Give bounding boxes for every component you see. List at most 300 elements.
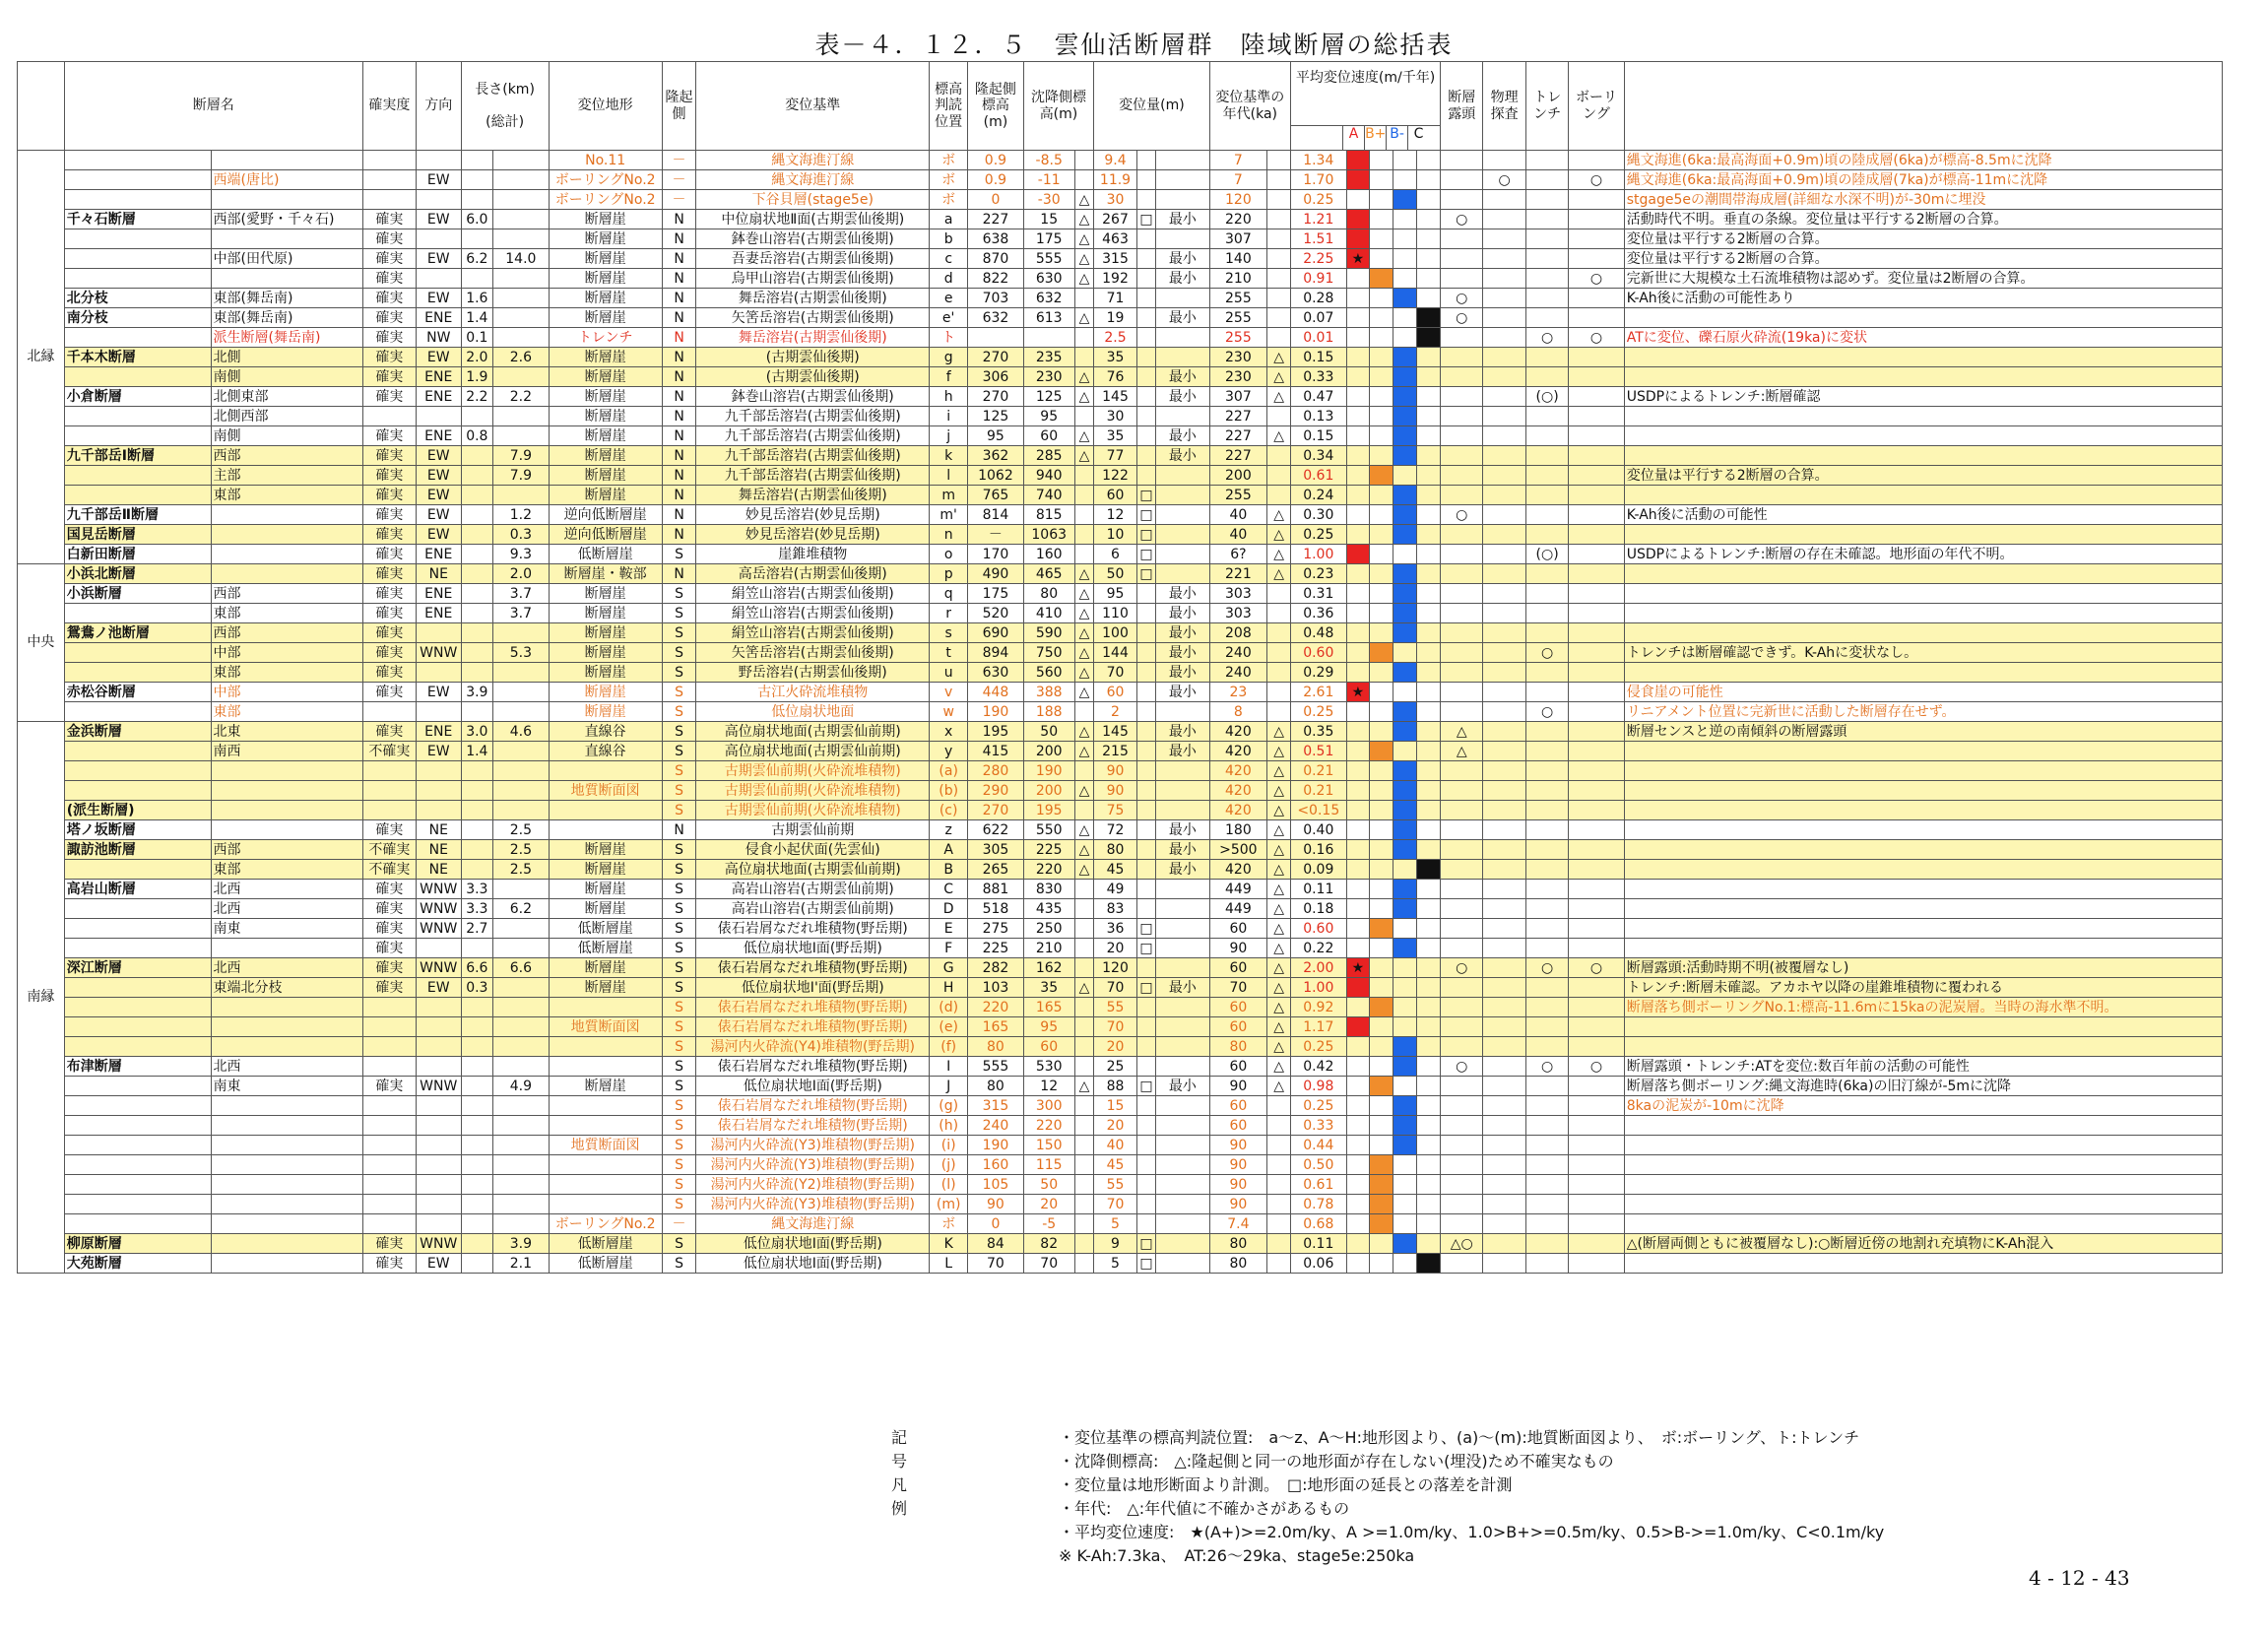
age: 227 [1209,426,1267,446]
age: 449 [1209,899,1267,919]
square-mark [1136,446,1156,466]
rate-cell-c [1417,1155,1441,1175]
uplift-side: N [662,564,696,584]
square-mark [1136,466,1156,486]
displacement: 145 [1094,387,1136,407]
minimum-mark [1156,1175,1209,1195]
rate-cell-bplus [1370,564,1393,584]
rate-cell-a [1346,1155,1370,1175]
survey-trench [1525,840,1568,860]
rate-cell-c [1417,840,1441,860]
displacement: 100 [1094,623,1136,643]
reference-surface: 鉢巻山溶岩(古期雲仙後期) [696,387,930,407]
uplift-elevation: 80 [968,1037,1023,1057]
reading-position: ト [930,328,968,348]
fault-name [64,1116,211,1136]
age: 60 [1209,1057,1267,1077]
survey-outcrop [1441,1116,1483,1136]
length [461,1214,493,1234]
table-row [18,919,2223,939]
uncertain-mark: △ [1074,840,1094,860]
total-length: 7.9 [493,446,549,466]
rate-cell-bminus [1393,801,1417,820]
table-row [18,1175,2223,1195]
certainty [362,190,416,210]
rate-cell-bminus [1393,1254,1417,1274]
table-row [18,702,2223,722]
rate-cell-a [1346,1254,1370,1274]
rate-cell-a [1346,1037,1370,1057]
rate-cell-c [1417,308,1441,328]
rate-cell-a [1346,210,1370,229]
displacement: 49 [1094,880,1136,899]
landform [549,801,662,820]
survey-trench [1525,367,1568,387]
age-uncertain-mark [1267,170,1291,190]
survey-geophysics [1483,939,1525,958]
certainty [362,998,416,1017]
minimum-mark: 最小 [1156,210,1209,229]
region-label: 北縁 [18,151,65,564]
survey-boring [1569,761,1624,781]
rate-cell-c [1417,1116,1441,1136]
survey-geophysics [1483,1214,1525,1234]
rate-cell-bplus [1370,505,1393,525]
rate-cell-bminus [1393,604,1417,623]
down-elevation: 250 [1023,919,1074,939]
survey-outcrop [1441,190,1483,210]
uplift-elevation: 103 [968,978,1023,998]
reference-surface: 湯河内火砕流(Y3)堆積物(野岳期) [696,1136,930,1155]
uncertain-mark: △ [1074,1077,1094,1096]
rate-cell-bplus [1370,623,1393,643]
reference-surface: 高位扇状地面(古期雲仙前期) [696,722,930,742]
fault-summary-table [17,61,2223,1274]
direction [416,1136,461,1155]
rate-cell-a [1346,1077,1370,1096]
square-mark [1136,269,1156,289]
survey-trench [1525,1234,1568,1254]
rate-cell-bplus [1370,761,1393,781]
fault-name: 小浜北断層 [64,564,211,584]
down-elevation: 285 [1023,446,1074,466]
survey-outcrop [1441,545,1483,564]
landform [549,1155,662,1175]
direction: EW [416,170,461,190]
rate-cell-bminus [1393,229,1417,249]
rate-cell-bplus [1370,998,1393,1017]
uplift-elevation: 105 [968,1175,1023,1195]
fault-name: 白新田断層 [64,545,211,564]
square-mark [1136,880,1156,899]
square-mark [1136,781,1156,801]
length: 3.3 [461,880,493,899]
rate-cell-a [1346,308,1370,328]
minimum-mark: 最小 [1156,683,1209,702]
square-mark [1136,1116,1156,1136]
uncertain-mark [1074,1234,1094,1254]
remarks [1624,525,2222,545]
age: 60 [1209,1096,1267,1116]
certainty: 確実 [362,584,416,604]
displacement: 122 [1094,466,1136,486]
uplift-side: N [662,328,696,348]
segment-name [211,761,362,781]
uplift-side: S [662,683,696,702]
survey-outcrop [1441,348,1483,367]
landform [549,820,662,840]
square-mark [1136,899,1156,919]
segment-name [211,1195,362,1214]
square-mark [1136,289,1156,308]
displacement: 30 [1094,407,1136,426]
segment-name [211,1136,362,1155]
reading-position: F [930,939,968,958]
total-length [493,919,549,939]
rate-cell-a [1346,801,1370,820]
survey-boring: ○ [1569,170,1624,190]
survey-geophysics [1483,486,1525,505]
minimum-mark [1156,939,1209,958]
displacement: 35 [1094,426,1136,446]
segment-name: 東部 [211,663,362,683]
square-mark [1136,584,1156,604]
survey-trench [1525,781,1568,801]
minimum-mark: 最小 [1156,978,1209,998]
square-mark [1136,229,1156,249]
slip-rate: 0.34 [1291,446,1346,466]
age: 60 [1209,998,1267,1017]
table-row [18,486,2223,505]
table-row [18,860,2223,880]
age-uncertain-mark [1267,210,1291,229]
table-row [18,623,2223,643]
certainty: 確実 [362,1234,416,1254]
direction [416,407,461,426]
survey-boring [1569,742,1624,761]
reference-surface: 烏甲山溶岩(古期雲仙後期) [696,269,930,289]
certainty [362,170,416,190]
slip-rate: 0.01 [1291,328,1346,348]
reading-position: E [930,919,968,939]
length [461,663,493,683]
square-mark [1136,998,1156,1017]
rate-cell-a [1346,860,1370,880]
down-elevation: 190 [1023,761,1074,781]
remarks: 縄文海進(6ka:最高海面+0.9m)頃の陸成層(7ka)が標高-11mに沈降 [1624,170,2222,190]
remarks [1624,623,2222,643]
uplift-elevation: 632 [968,308,1023,328]
direction [416,623,461,643]
landform: 直線谷 [549,722,662,742]
rate-cell-bminus [1393,1057,1417,1077]
landform: 断層崖 [549,683,662,702]
survey-outcrop: △ [1441,742,1483,761]
survey-outcrop [1441,1136,1483,1155]
square-mark [1136,820,1156,840]
survey-trench [1525,683,1568,702]
survey-trench [1525,170,1568,190]
direction [416,1214,461,1234]
length [461,446,493,466]
total-length: 2.5 [493,840,549,860]
landform: 断層崖 [549,407,662,426]
rate-cell-bplus [1370,1057,1393,1077]
remarks [1624,781,2222,801]
rate-cell-bplus [1370,880,1393,899]
reading-position: t [930,643,968,663]
minimum-mark [1156,545,1209,564]
displacement: 76 [1094,367,1136,387]
age-uncertain-mark [1267,1136,1291,1155]
total-length [493,170,549,190]
rate-cell-bminus [1393,1136,1417,1155]
down-elevation: 195 [1023,801,1074,820]
rate-cell-bplus [1370,604,1393,623]
header-length-label: 長さ(km) [475,82,535,98]
down-elevation: 815 [1023,505,1074,525]
age-uncertain-mark [1267,643,1291,663]
survey-outcrop: ○ [1441,505,1483,525]
fault-name [64,407,211,426]
length [461,939,493,958]
survey-outcrop [1441,249,1483,269]
uncertain-mark: △ [1074,643,1094,663]
certainty: 不確実 [362,860,416,880]
rate-cell-a [1346,919,1370,939]
age-uncertain-mark [1267,663,1291,683]
survey-trench [1525,407,1568,426]
header-trench: トレンチ [1525,62,1568,151]
rate-cell-c [1417,328,1441,348]
rate-cell-bminus [1393,1175,1417,1195]
landform: 断層崖 [549,860,662,880]
direction [416,801,461,820]
direction: EW [416,348,461,367]
reading-position: (b) [930,781,968,801]
survey-trench: ○ [1525,958,1568,978]
survey-geophysics [1483,978,1525,998]
landform: 逆向低断層崖 [549,505,662,525]
certainty [362,1136,416,1155]
rate-cell-c [1417,1254,1441,1274]
direction: ENE [416,604,461,623]
uncertain-mark [1074,899,1094,919]
direction [416,229,461,249]
rate-cell-bminus [1393,899,1417,919]
slip-rate: 0.25 [1291,525,1346,545]
age: 120 [1209,190,1267,210]
direction: WNW [416,899,461,919]
down-elevation: 555 [1023,249,1074,269]
rate-cell-bplus [1370,1116,1393,1136]
landform: 逆向低断層崖 [549,525,662,545]
certainty: 確実 [362,249,416,269]
survey-trench [1525,1116,1568,1136]
length: 1.6 [461,289,493,308]
table-row [18,722,2223,742]
header-remarks [1624,62,2222,151]
minimum-mark [1156,1155,1209,1175]
reference-surface: 舞岳溶岩(古期雲仙後期) [696,486,930,505]
table-row [18,584,2223,604]
down-elevation: -30 [1023,190,1074,210]
survey-trench [1525,880,1568,899]
age: 60 [1209,958,1267,978]
table-row [18,781,2223,801]
age: 255 [1209,308,1267,328]
table-row [18,367,2223,387]
survey-trench [1525,426,1568,446]
legend-title: 記号凡例 [891,1428,908,1518]
displacement: 50 [1094,564,1136,584]
survey-geophysics [1483,545,1525,564]
rate-cell-bminus [1393,190,1417,210]
segment-name: 派生断層(舞岳南) [211,328,362,348]
age-uncertain-mark [1267,486,1291,505]
direction: NW [416,328,461,348]
slip-rate: 0.47 [1291,387,1346,407]
uncertain-mark: △ [1074,426,1094,446]
rate-cell-a [1346,1116,1370,1136]
fault-name [64,466,211,486]
minimum-mark [1156,1057,1209,1077]
remarks: stgage5eの潮間帯海成層(詳細な水深不明)が-30mに埋没 [1624,190,2222,210]
survey-boring [1569,722,1624,742]
slip-rate: 0.25 [1291,1037,1346,1057]
down-elevation: 160 [1023,545,1074,564]
rate-cell-a [1346,958,1370,978]
rate-cell-a [1346,702,1370,722]
rate-cell-bminus [1393,623,1417,643]
age: 90 [1209,1136,1267,1155]
survey-boring: ○ [1569,958,1624,978]
uncertain-mark [1074,958,1094,978]
rate-cell-bminus [1393,1037,1417,1057]
survey-geophysics [1483,742,1525,761]
uplift-side: S [662,623,696,643]
remarks [1624,820,2222,840]
displacement: 463 [1094,229,1136,249]
minimum-mark: 最小 [1156,840,1209,860]
survey-geophysics [1483,328,1525,348]
remarks: 断層露頭・トレンチ:ATを変位:数百年前の活動の可能性 [1624,1057,2222,1077]
table-row [18,1155,2223,1175]
rate-cell-c [1417,939,1441,958]
uplift-elevation: 703 [968,289,1023,308]
uplift-side: S [662,702,696,722]
rate-cell-bplus [1370,1175,1393,1195]
down-elevation: 750 [1023,643,1074,663]
rate-cell-bminus [1393,702,1417,722]
survey-geophysics [1483,761,1525,781]
remarks [1624,1116,2222,1136]
survey-trench [1525,663,1568,683]
total-length [493,801,549,820]
age-uncertain-mark: △ [1267,998,1291,1017]
segment-name: 北西 [211,958,362,978]
remarks [1624,919,2222,939]
uplift-elevation: 80 [968,1077,1023,1096]
direction [416,761,461,781]
landform: 地質断面図 [549,781,662,801]
survey-geophysics [1483,1195,1525,1214]
uplift-side: S [662,1234,696,1254]
survey-boring [1569,1214,1624,1234]
rate-cell-bminus [1393,978,1417,998]
minimum-mark [1156,702,1209,722]
fault-name: 塔ノ坂断層 [64,820,211,840]
uncertain-mark: △ [1074,860,1094,880]
direction [416,939,461,958]
remarks [1624,308,2222,328]
slip-rate: 0.25 [1291,1096,1346,1116]
down-elevation: 15 [1023,210,1074,229]
minimum-mark [1156,1234,1209,1254]
survey-trench: ○ [1525,702,1568,722]
uncertain-mark [1074,505,1094,525]
displacement: 9.4 [1094,151,1136,170]
rate-cell-bplus [1370,348,1393,367]
remarks: 変位量は平行する2断層の合算。 [1624,466,2222,486]
total-length [493,210,549,229]
survey-trench [1525,584,1568,604]
segment-name [211,998,362,1017]
uncertain-mark: △ [1074,742,1094,761]
rate-cell-bminus [1393,880,1417,899]
displacement: 55 [1094,998,1136,1017]
reading-position: s [930,623,968,643]
rate-cell-bplus [1370,407,1393,426]
length: 0.1 [461,328,493,348]
survey-trench [1525,1136,1568,1155]
length [461,1155,493,1175]
survey-geophysics [1483,525,1525,545]
remarks [1624,367,2222,387]
direction [416,1096,461,1116]
table-row [18,269,2223,289]
reference-surface: 縄文海進汀線 [696,1214,930,1234]
rate-cell-bminus [1393,919,1417,939]
uplift-side: N [662,308,696,328]
survey-outcrop: ○ [1441,308,1483,328]
survey-boring [1569,919,1624,939]
uncertain-mark [1074,1175,1094,1195]
survey-outcrop [1441,1017,1483,1037]
survey-outcrop [1441,1214,1483,1234]
age-uncertain-mark [1267,446,1291,466]
down-elevation: 740 [1023,486,1074,505]
minimum-mark [1156,486,1209,505]
reference-surface: 古期雲仙前期(火砕流堆積物) [696,801,930,820]
rate-cell-c [1417,348,1441,367]
uplift-side: S [662,919,696,939]
rate-cell-a [1346,466,1370,486]
direction [416,702,461,722]
certainty: 確実 [362,446,416,466]
table-row [18,939,2223,958]
age-uncertain-mark: △ [1267,1057,1291,1077]
certainty: 確実 [362,466,416,486]
rate-cell-c [1417,1136,1441,1155]
survey-outcrop [1441,1195,1483,1214]
age-uncertain-mark [1267,1116,1291,1136]
survey-trench [1525,978,1568,998]
header-outcrop: 断層露頭 [1441,62,1483,151]
uplift-elevation: 165 [968,1017,1023,1037]
minimum-mark [1156,919,1209,939]
survey-boring [1569,1234,1624,1254]
